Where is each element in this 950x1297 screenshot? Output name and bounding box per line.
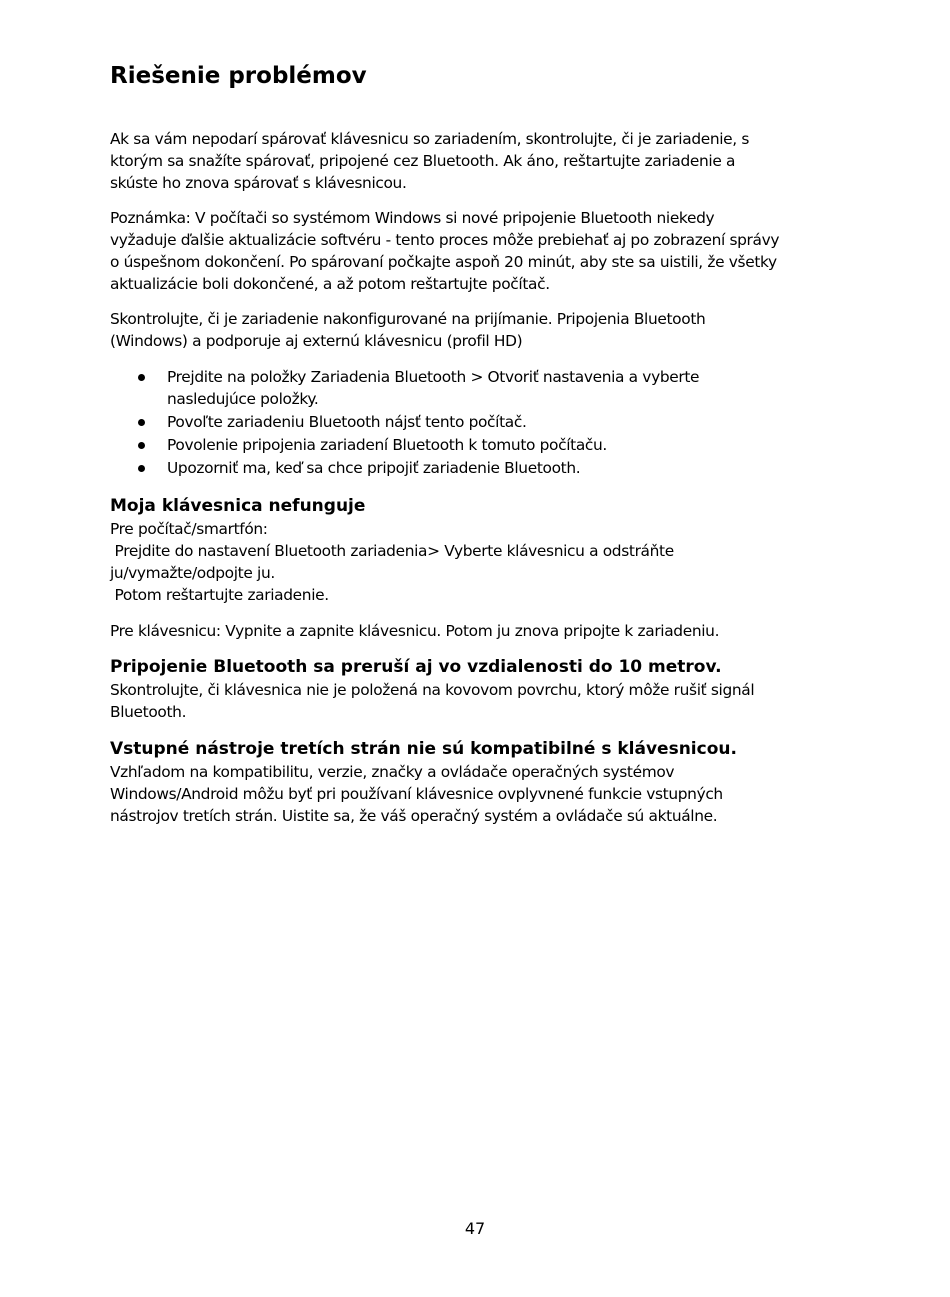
intro-paragraph-3: [110, 308, 845, 352]
text-line: Prejdite do nastavení Bluetooth zariadenia> Vyberte klávesnicu a odstráňte: [110, 542, 674, 560]
text-line: skúste ho znova spárovať s klávesnicou.: [110, 174, 407, 192]
text-line: o úspešnom dokončení. Po spárovaní počkajte aspoň 20 minút, aby ste sa uistili, že všetky: [110, 253, 777, 271]
section1-keyboard-paragraph: [110, 620, 845, 642]
bullet-icon: [138, 419, 145, 426]
list-item-text: Prejdite na položky Zariadenia Bluetooth > Otvoriť nastavenia a vyberte: [167, 368, 700, 386]
note-paragraph: [110, 207, 845, 295]
text-line: Poznámka: V počítači so systémom Windows si nové pripojenie Bluetooth niekedy: [110, 209, 715, 227]
text-line: ju/vymažte/odpojte ju.: [110, 564, 275, 582]
text-line: Skontrolujte, či je zariadenie nakonfigurované na prijímanie. Pripojenia Bluetooth: [110, 310, 706, 328]
text-line: Windows/Android môžu byť pri používaní klávesnice ovplyvnené funkcie vstupných: [110, 785, 723, 803]
section1-paragraph: [110, 518, 845, 606]
text-line: Ak sa vám nepodarí spárovať klávesnicu so zariadením, skontrolujte, či je zariadenie, s: [110, 130, 750, 148]
section-heading-bluetooth-drops: Pripojenie Bluetooth sa preruší aj vo vzdialenosti do 10 metrov.: [110, 657, 722, 677]
list-item-text: Upozorniť ma, keď sa chce pripojiť zariadenie Bluetooth.: [167, 459, 581, 477]
section2-paragraph: [110, 679, 845, 723]
text-line: ktorým sa snažíte spárovať, pripojené cez Bluetooth. Ak áno, reštartujte zariadenie a: [110, 152, 736, 170]
text-line: Bluetooth.: [110, 703, 187, 721]
list-item: [110, 411, 845, 433]
list-item-text: Povolenie pripojenia zariadení Bluetooth k tomuto počítaču.: [167, 436, 607, 454]
list-item-text: Povoľte zariadeniu Bluetooth nájsť tento počítač.: [167, 413, 527, 431]
bullet-icon: [138, 465, 145, 472]
text-line: aktualizácie boli dokončené, a až potom reštartujte počítač.: [110, 275, 550, 293]
bullet-icon: [138, 374, 145, 381]
section-heading-third-party-tools: Vstupné nástroje tretích strán nie sú kompatibilné s klávesnicou.: [110, 739, 737, 759]
page-number: 47: [464, 1219, 486, 1238]
text-line: Vzhľadom na kompatibilitu, verzie, značky a ovládače operačných systémov: [110, 763, 675, 781]
text-line: nástrojov tretích strán. Uistite sa, že váš operačný systém a ovládače sú aktuálne.: [110, 807, 718, 825]
text-line: vyžaduje ďalšie aktualizácie softvéru - tento proces môže prebiehať aj po zobrazení správy: [110, 231, 780, 249]
text-line: Pre klávesnicu: Vypnite a zapnite klávesnicu. Potom ju znova pripojte k zariadeniu.: [110, 622, 720, 640]
text-line: Potom reštartujte zariadenie.: [110, 586, 329, 604]
list-item: [110, 434, 845, 456]
list-item: [110, 457, 845, 479]
section-heading-keyboard-not-working: Moja klávesnica nefunguje: [110, 496, 366, 516]
list-item-text: nasledujúce položky.: [167, 390, 319, 408]
list-item: [110, 366, 845, 410]
section3-paragraph: [110, 761, 845, 827]
bullet-icon: [138, 442, 145, 449]
text-line: Skontrolujte, či klávesnica nie je položená na kovovom povrchu, ktorý môže rušiť signál: [110, 681, 755, 699]
page-title: Riešenie problémov: [110, 63, 367, 89]
intro-paragraph-1: [110, 128, 845, 194]
text-line: Pre počítač/smartfón:: [110, 520, 268, 538]
text-line: (Windows) a podporuje aj externú klávesnicu (profil HD): [110, 332, 523, 350]
settings-bullet-list: [110, 366, 845, 480]
